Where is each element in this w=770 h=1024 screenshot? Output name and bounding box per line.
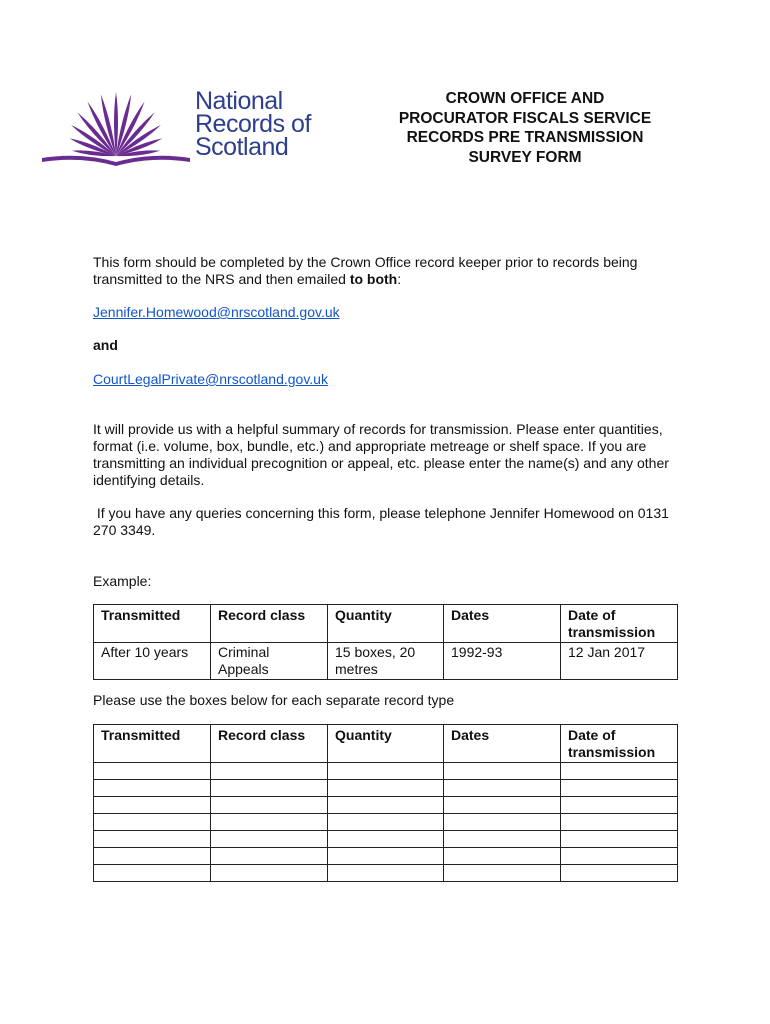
open-book-fan-icon [40, 86, 192, 168]
entry-cell[interactable] [444, 780, 561, 797]
entry-cell[interactable] [444, 865, 561, 882]
email-link-2[interactable]: CourtLegalPrivate@nrscotland.gov.uk [93, 371, 328, 387]
logo-text-national: National [195, 87, 283, 115]
entry-cell[interactable] [328, 848, 444, 865]
entry-cell[interactable] [561, 797, 678, 814]
table-row [94, 780, 678, 797]
example-cell-quantity: 15 boxes, 20 metres [328, 643, 444, 680]
entry-cell[interactable] [94, 763, 211, 780]
header-transmitted: Transmitted [94, 725, 211, 763]
logo-text-scotland: Scotland [195, 133, 289, 161]
table-row [94, 763, 678, 780]
entry-cell[interactable] [211, 763, 328, 780]
example-cell-record-class: Criminal Appeals [211, 643, 328, 680]
entry-cell[interactable] [444, 814, 561, 831]
entry-cell[interactable] [328, 865, 444, 882]
entry-cell[interactable] [94, 865, 211, 882]
entry-cell[interactable] [561, 814, 678, 831]
entry-cell[interactable] [94, 831, 211, 848]
boxes-instruction: Please use the boxes below for each separate record type [93, 692, 455, 708]
entry-cell[interactable] [211, 865, 328, 882]
entry-cell[interactable] [328, 814, 444, 831]
entry-cell[interactable] [94, 814, 211, 831]
header-date-of-transmission: Date of transmission [561, 725, 678, 763]
entry-cell[interactable] [211, 848, 328, 865]
nrs-logo [40, 86, 340, 168]
table-row [94, 643, 678, 680]
entry-cell[interactable] [444, 848, 561, 865]
table-row [94, 831, 678, 848]
email-link-jennifer [93, 304, 683, 321]
header-quantity: Quantity [328, 605, 444, 643]
example-label: Example: [93, 573, 152, 589]
header-dates: Dates [444, 605, 561, 643]
table-header-row [94, 605, 678, 643]
email-link-court [93, 371, 683, 388]
entry-cell[interactable] [211, 797, 328, 814]
entry-table [93, 724, 678, 882]
entry-cell[interactable] [561, 763, 678, 780]
entry-cell[interactable] [94, 797, 211, 814]
entry-cell[interactable] [211, 780, 328, 797]
entry-cell[interactable] [444, 831, 561, 848]
queries-paragraph: If you have any queries concerning this form, please telephone Jennifer Homewood on 0131 270 3349. [93, 505, 673, 538]
entry-cell[interactable] [561, 848, 678, 865]
entry-cell[interactable] [561, 865, 678, 882]
header-date-of-transmission: Date of transmission [561, 605, 678, 643]
example-cell-dates: 1992-93 [444, 643, 561, 680]
entry-cell[interactable] [444, 763, 561, 780]
entry-cell[interactable] [561, 831, 678, 848]
example-cell-transmitted: After 10 years [94, 643, 211, 680]
and-text: and [93, 337, 118, 353]
form-title: CROWN OFFICE AND PROCURATOR FISCALS SERVICE RECORDS PRE TRANSMISSION SURVEY FORM [398, 90, 652, 166]
table-row [94, 848, 678, 865]
entry-cell[interactable] [328, 763, 444, 780]
entry-cell[interactable] [561, 780, 678, 797]
entry-cell[interactable] [328, 831, 444, 848]
table-row [94, 814, 678, 831]
header-dates: Dates [444, 725, 561, 763]
table-row [94, 797, 678, 814]
entry-cell[interactable] [328, 780, 444, 797]
entry-cell[interactable] [94, 848, 211, 865]
entry-cell[interactable] [94, 780, 211, 797]
header-quantity: Quantity [328, 725, 444, 763]
header-record-class: Record class [211, 605, 328, 643]
header-transmitted: Transmitted [94, 605, 211, 643]
table-header-row [94, 725, 678, 763]
example-cell-date-of-transmission: 12 Jan 2017 [561, 643, 678, 680]
instructions-paragraph: It will provide us with a helpful summary of records for transmission. Please enter quantities, format (i.e. volume, box, bundle, etc.) and appropriate metreage or shelf space. If you are transmitting an individual precognition or appeal, etc. please enter the name(s) and any other identifying details. [93, 421, 669, 488]
logo-text-records-of: Records of [195, 110, 311, 138]
table-row [94, 865, 678, 882]
entry-cell[interactable] [211, 814, 328, 831]
entry-cell[interactable] [211, 831, 328, 848]
example-table [93, 604, 678, 680]
entry-cell[interactable] [328, 797, 444, 814]
entry-cell[interactable] [444, 797, 561, 814]
email-link-1[interactable]: Jennifer.Homewood@nrscotland.gov.uk [93, 304, 340, 320]
header-record-class: Record class [211, 725, 328, 763]
intro-paragraph: This form should be completed by the Crown Office record keeper prior to records being transmitted to the NRS and then emailed to both: [93, 254, 638, 287]
